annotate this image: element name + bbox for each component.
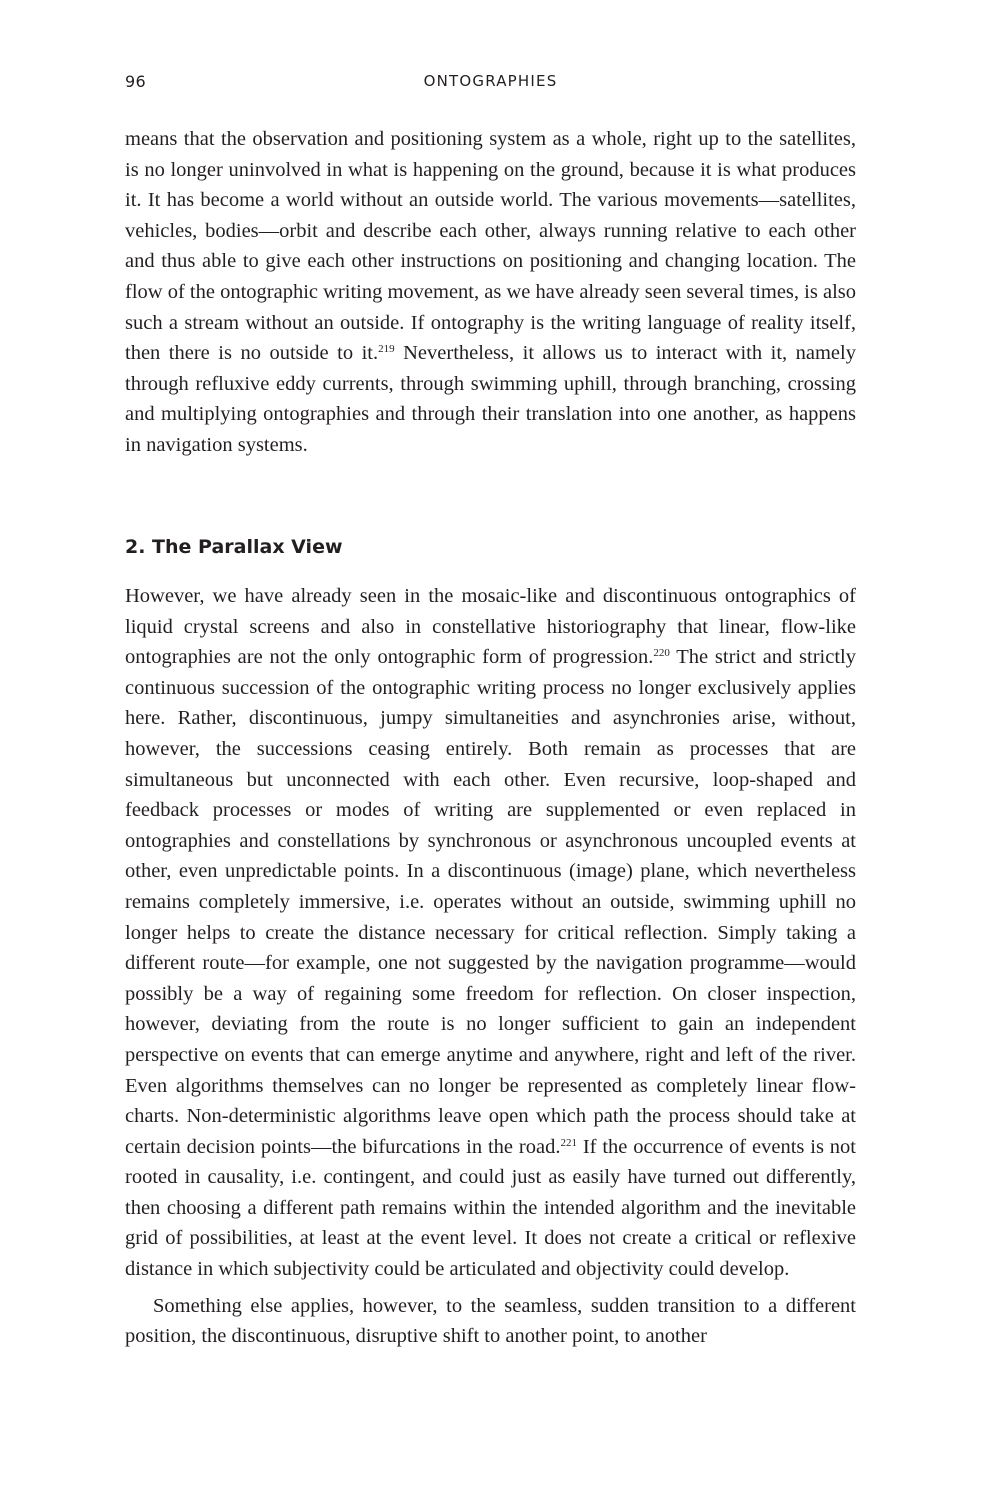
paragraph-text: However, we have already seen in the mosaic-like and discontinuous ontographics of liquid crystal screens and also in constellative historiography that linear, flow-like ontographies are not the only ontographic form of progression. <box>125 585 856 669</box>
footnote-ref[interactable]: 219 <box>378 343 395 356</box>
paragraph-text: Nevertheless, it allows us to interact with it, namely through refluxive eddy currents, through swimming uphill, through branching, crossing and multiplying ontographies and through their translation into one another, as happens in navigation systems. <box>125 342 856 456</box>
page-number: 96 <box>125 72 146 91</box>
section-heading: 2. The Parallax View <box>125 536 343 558</box>
body-text-top <box>125 124 856 461</box>
paragraph <box>125 124 856 461</box>
footnote-ref[interactable]: 221 <box>560 1136 577 1149</box>
running-title: ONTOGRAPHIES <box>423 72 558 90</box>
footnote-ref[interactable]: 220 <box>653 647 670 660</box>
paragraph-text: means that the observation and positioning system as a whole, right up to the satellites, is no longer uninvolved in what is happening on the ground, because it is what produces it. It has become a world without an outside world. The various movements—satellites, vehicles, bodies—orbit and describe each other, always running relative to each other and thus able to give each other instructions on positioning and changing location. The flow of the ontographic writing movement, as we have already seen several times, is also such a stream without an outside. If ontography is the writing language of reality itself, then there is no outside to it. <box>125 128 856 365</box>
running-header <box>125 72 856 96</box>
paragraph-text: If the occurrence of events is not rooted in causality, i.e. contingent, and could just as easily have turned out differently, then choosing a different path remains within the intended algorithm and the inevitable grid of possibilities, at least at the event level. It does not create a critical or reflexive distance in which subjectivity could be articulated and objectivity could develop. <box>125 1135 856 1281</box>
paragraph-text: Something else applies, however, to the seamless, sudden transition to a different position, the discontinuous, disruptive shift to another point, to another <box>125 1294 856 1348</box>
paragraph <box>125 581 856 1285</box>
paragraph <box>125 1291 856 1352</box>
body-text-section <box>125 581 856 1352</box>
paragraph-text: The strict and strictly continuous succession of the ontographic writing process no longer exclusively applies here. Rather, discontinuous, jumpy simultaneities and asynchronies arise, without, however, the successions ceasing entirely. Both remain as processes that are simultaneous but unconnected with each other. Even recursive, loop-shaped and feedback processes or modes of writing are supplemented or even replaced in ontographies and constellations by synchronous or asynchronous uncoupled events at other, even unpredictable points. In a discontinuous (image) plane, which nevertheless remains completely immersive, i.e. operates without an outside, swimming uphill no longer helps to create the distance necessary for critical reflection. Simply taking a different route—for example, one not suggested by the navigation programme—would possibly be a way of regaining some freedom for reflection. On closer inspection, however, deviating from the route is no longer sufficient to gain an independent perspective on events that can emerge anytime and anywhere, right and left of the river. Even algorithms themselves can no longer be represented as completely linear flowcharts. Non-deterministic algorithms leave open which path the process should take at certain decision points—the bifurcations in the road. <box>125 646 856 1158</box>
